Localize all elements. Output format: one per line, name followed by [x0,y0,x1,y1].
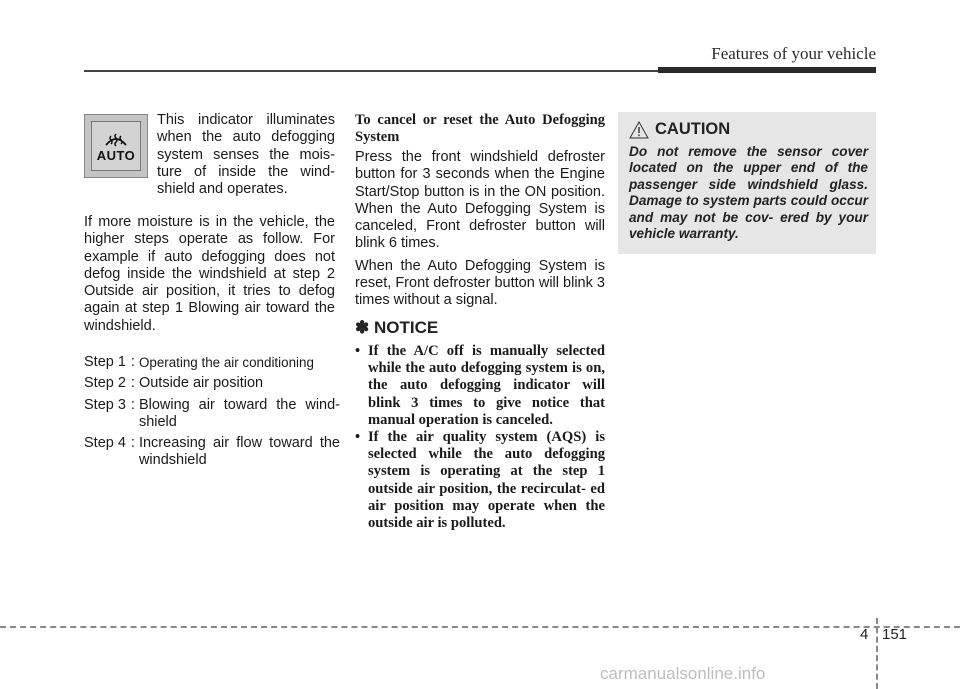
step-item: Step 2 : Outside air position [84,375,340,392]
bullet: • [355,343,361,359]
caution-box [618,112,876,254]
page-number: 151 [882,626,908,643]
notice-list [355,343,605,532]
header-rule-accent [658,67,876,73]
step-label: Step 1 [84,354,126,370]
step-text: Operating the air conditioning [138,355,314,370]
step-item: Step 3 : Blowing air toward the wind- shield [84,396,340,430]
step-text: Outside air position [138,375,264,392]
notice-item [355,429,605,532]
step-label: Step 2 [84,375,126,392]
indicator-description: This indicator illuminates when the auto defogging system senses the mois- ture of inside the wind- shield and operates. [157,112,335,198]
indicator-label: AUTO [96,148,136,163]
step-text: Increasing air flow toward the windshield [138,435,340,469]
auto-defog-indicator [84,114,148,178]
cancel-reset-section [355,112,605,315]
notice-text: If the air quality system (AQS) is selected while the auto defogging system is operating at the step 1 outside air position, the recirculat- ed air position may operate when the outside air is polluted. [368,429,605,532]
step-text: Blowing air toward the wind- shield [138,396,340,430]
step-label: Step 3 [84,396,126,413]
caution-header [629,120,868,139]
step-label: Step 4 [84,435,126,452]
cancel-paragraph: Press the front windshield defroster button for 3 seconds when the Engine Start/Stop button is in the ON position. When the Auto Defogging System is canceled, Front defroster button will blink 6 times. [355,149,605,252]
reset-paragraph: When the Auto Defogging System is reset, Front defroster button will blink 3 times without a signal. [355,257,605,309]
warning-triangle-icon [629,121,649,139]
step-item: Step 4 : Increasing air flow toward the windshield [84,435,340,469]
step-item: Step 1 : Operating the air conditioning [84,354,340,371]
watermark: carmanualsonline.info [600,664,766,683]
chapter-number: 4 [860,626,869,643]
caution-title: CAUTION [655,120,731,138]
steps-list [84,354,340,474]
footer-divider [876,618,878,689]
bullet: • [355,429,361,446]
caution-text: Do not remove the sensor cover located on the upper end of the passenger side windshield glass. Damage to system parts could occur and may not be cov- ered by your vehicle warranty. [629,144,868,242]
notice-title: ✽ NOTICE [355,318,439,337]
section-title: Features of your vehicle [711,44,876,63]
moisture-paragraph: If more moisture is in the vehicle, the higher steps operate as follow. For example if auto defogging does not defog inside the windshield at step 2 Outside air position, it tries to defog again at step 1 Blowing air toward the windshield. [84,214,335,334]
cancel-heading: To cancel or reset the Auto Defogging System [355,112,605,145]
notice-item [355,343,605,429]
footer-rule [0,626,960,628]
notice-text: If the A/C off is manually selected while the auto defogging system is on, the auto defogging indicator will blink 3 times to give notice that manual operation is canceled. [368,343,605,428]
